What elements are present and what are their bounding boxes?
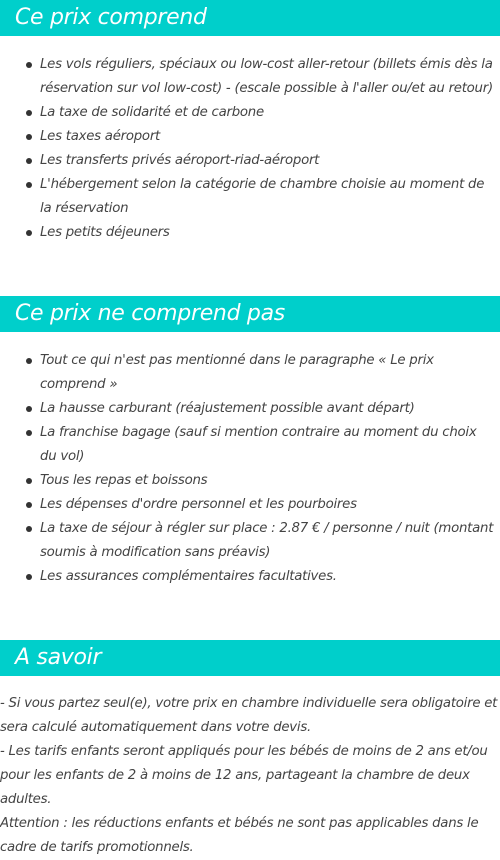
- list-item: Les petits déjeuners: [40, 221, 494, 245]
- info-paragraph: - Si vous partez seul(e), votre prix en chambre individuelle sera obligatoire et sera calculé automatiquement dans votre devis.: [0, 696, 498, 735]
- list-item: Les assurances complémentaires facultatives.: [40, 565, 494, 589]
- list-item: L'hébergement selon la catégorie de chambre choisie au moment de la réservation: [40, 173, 494, 221]
- section-title-info: A savoir: [0, 640, 500, 676]
- list-item: Tous les repas et boissons: [40, 469, 494, 493]
- excluded-list: [0, 349, 500, 589]
- list-item: Les vols réguliers, spéciaux ou low-cost aller-retour (billets émis dès la réservation sur vol low-cost) - (escale possible à l'aller ou/et au retour): [40, 53, 494, 101]
- list-item: Tout ce qui n'est pas mentionné dans le paragraphe « Le prix comprend »: [40, 349, 494, 397]
- section-title-excluded: Ce prix ne comprend pas: [0, 296, 500, 332]
- included-list: [0, 53, 500, 245]
- list-item: La hausse carburant (réajustement possible avant départ): [40, 397, 494, 421]
- list-item: La taxe de séjour à régler sur place : 2.87 € / personne / nuit (montant soumis à modification sans préavis): [40, 517, 494, 565]
- info-paragraph: - Les tarifs enfants seront appliqués pour les bébés de moins de 2 ans et/ou pour les enfants de 2 à moins de 12 ans, partageant la chambre de deux adultes.: [0, 744, 488, 807]
- list-item: La taxe de solidarité et de carbone: [40, 101, 494, 125]
- list-item: Les dépenses d'ordre personnel et les pourboires: [40, 493, 494, 517]
- info-text: [0, 692, 500, 860]
- list-item: Les taxes aéroport: [40, 125, 494, 149]
- list-item: La franchise bagage (sauf si mention contraire au moment du choix du vol): [40, 421, 494, 469]
- list-item: Les transferts privés aéroport-riad-aéroport: [40, 149, 494, 173]
- section-title-included: Ce prix comprend: [0, 0, 500, 36]
- info-paragraph: Attention : les réductions enfants et bébés ne sont pas applicables dans le cadre de tarifs promotionnels.: [0, 816, 479, 855]
